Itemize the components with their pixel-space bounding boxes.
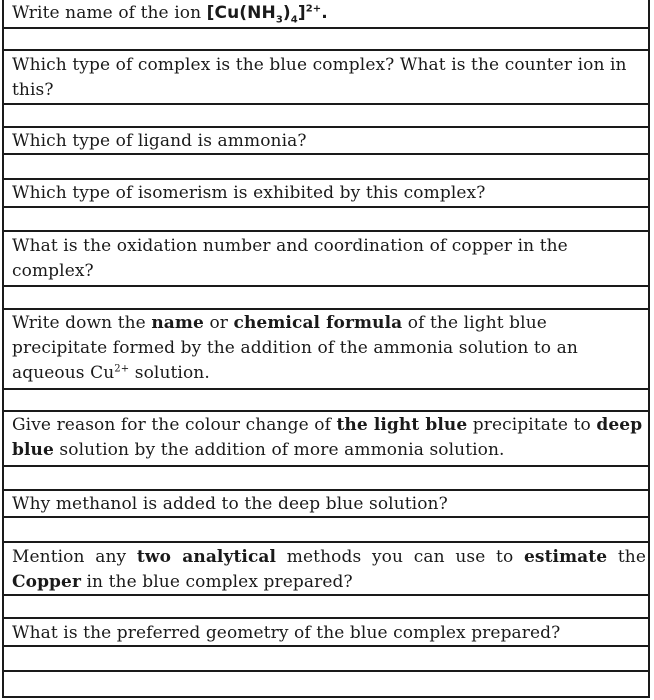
table-divider — [2, 27, 650, 29]
table-divider — [2, 49, 650, 51]
table-divider — [2, 206, 650, 208]
question-precipitate: Write down the name or chemical formula of the light blue precipitate formed by the addition of the ammonia solution to an aqueous $Cu^{2+}$ solution. — [12, 313, 578, 383]
question-analytical-methods: Mention any two analytical methods you can use to estimate the Copper in the blue complex prepared? — [12, 547, 646, 592]
table-divider — [2, 410, 650, 412]
table-divider — [2, 285, 650, 287]
question-methanol: Why methanol is added to the deep blue solution? — [12, 494, 448, 514]
table-divider — [2, 541, 650, 543]
question-ligand-type: Which type of ligand is ammonia? — [12, 131, 307, 151]
question-oxidation-number: What is the oxidation number and coordination of copper in the complex? — [12, 236, 568, 281]
table-divider — [2, 617, 650, 619]
question-isomerism: Which type of isomerism is exhibited by this complex? — [12, 183, 486, 203]
question-geometry: What is the preferred geometry of the blue complex prepared? — [12, 623, 561, 643]
table-divider — [2, 308, 650, 310]
table-divider — [2, 670, 650, 672]
table-divider — [2, 178, 650, 180]
question-complex-type: Which type of complex is the blue complex? What is the counter ion in this? — [12, 55, 627, 100]
table-divider — [2, 465, 650, 467]
table-divider — [2, 103, 650, 105]
table-divider — [2, 489, 650, 491]
table-divider — [2, 126, 650, 128]
table-divider — [2, 230, 650, 232]
question-ion-name: Write name of the ion $[Cu(NH_3)_4]^{2+}$. — [12, 3, 328, 26]
table-divider — [2, 388, 650, 390]
table-divider — [2, 696, 650, 698]
question-colour-change: Give reason for the colour change of the light blue precipitate to deep blue solution by the addition of more ammonia solution. — [12, 415, 643, 460]
